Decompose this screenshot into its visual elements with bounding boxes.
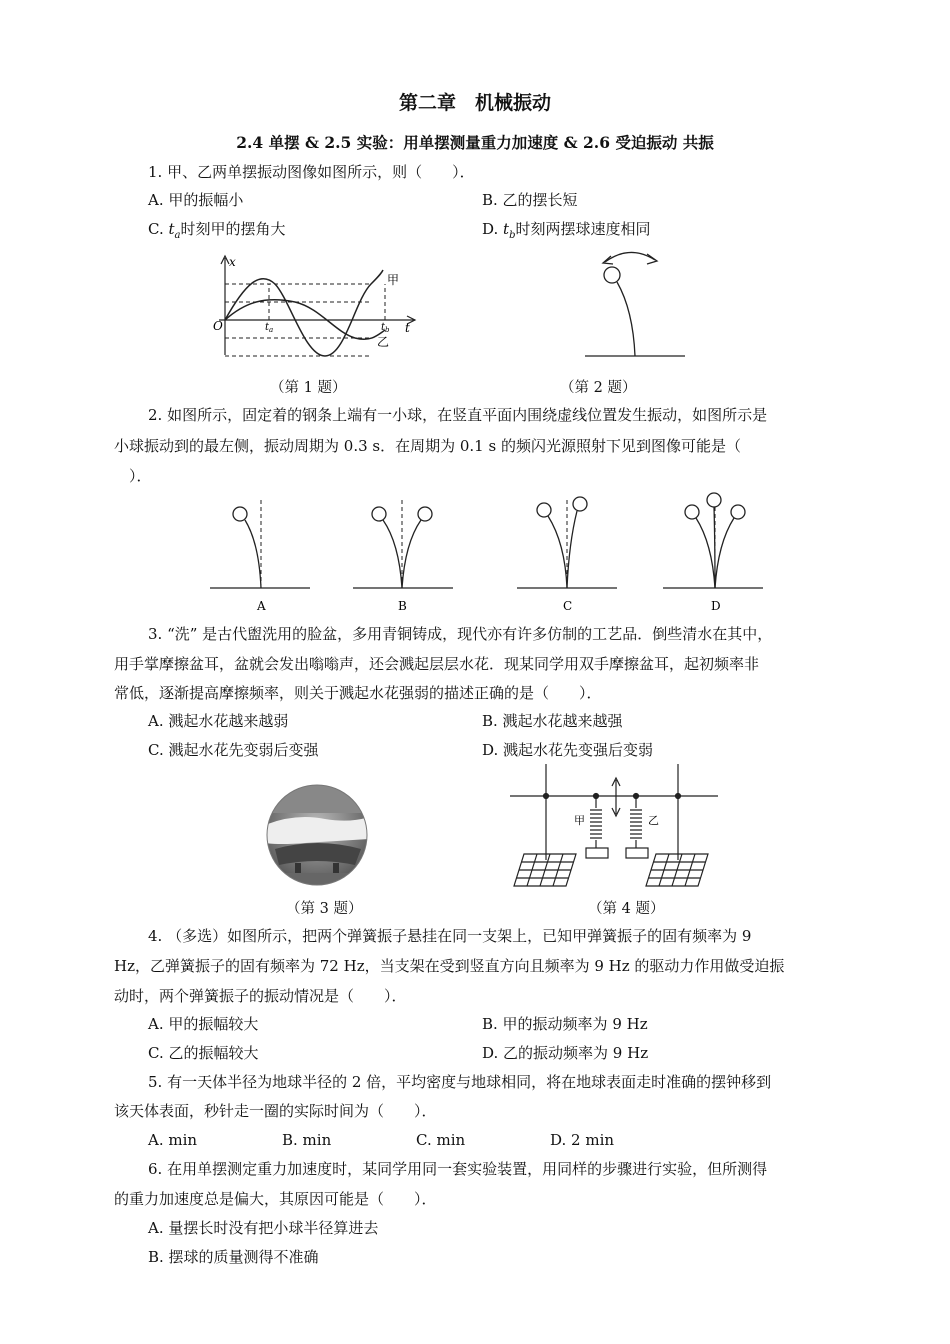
q1-caption: （第 1 题） [270, 380, 347, 396]
x-axis-label: t [405, 321, 410, 335]
curve-jia [225, 270, 383, 356]
left-base-grid [514, 854, 576, 886]
q4-option-d: D. 乙的振动频率为 9 Hz [482, 1044, 649, 1062]
option-c-label: C [563, 599, 573, 613]
q1-option-a: A. 甲的振幅小 [148, 191, 244, 209]
q1-option-b: B. 乙的摆长短 [482, 191, 578, 209]
q2-line2: 小球振动到的最左侧，振动周期为 0.3 s．在周期为 0.1 s 的频闪光源照射下见到图像可能是（ [114, 437, 741, 455]
q2-line1: 2. 如图所示，固定着的钢条上端有一小球，在竖直平面内围绕虚线位置发生振动，如图所示是 [148, 406, 768, 424]
q1-stem: 1. 甲、乙两单摆振动图像如图所示，则（ ）． [148, 163, 475, 181]
q4-line2: Hz，乙弹簧振子的固有频率为 72 Hz，当支架在受到竖直方向且频率为 9 Hz 的驱动力作用做受迫振 [114, 957, 785, 975]
q5-option-d: D. 2 min [550, 1131, 615, 1149]
q2-caption: （第 2 题） [560, 380, 637, 396]
q4-spring-figure [510, 760, 720, 890]
mass-jia [586, 848, 608, 858]
q3-caption: （第 3 题） [286, 901, 363, 917]
q5-line1: 5. 有一天体半径为地球半径的 2 倍，平均密度与地球相同，将在地球表面走时准确的摆钟移到 [148, 1073, 772, 1091]
series-jia-label: 甲 [387, 273, 400, 287]
q4-caption: （第 4 题） [588, 901, 665, 917]
q4-option-c: C. 乙的振幅较大 [148, 1044, 259, 1062]
mass-yi [626, 848, 648, 858]
option-d-label: D [711, 599, 721, 613]
q2-options-figure [205, 488, 765, 618]
q3-option-c: C. 溅起水花先变弱后变强 [148, 741, 319, 759]
chapter-title: 第二章 机械振动 [398, 92, 551, 114]
q2-line3: ）． [114, 467, 152, 485]
q3-photo-basin [265, 783, 369, 887]
option-b-figure [353, 500, 453, 588]
q3-option-d: D. 溅起水花先变强后变弱 [482, 741, 654, 759]
q1-vibration-graph [205, 250, 425, 360]
spring-yi [630, 810, 642, 838]
spring-jia [590, 810, 602, 838]
section-title: 2.4 单摆 & 2.5 实验：用单摆测量重力加速度 & 2.6 受迫振动 共振 [236, 133, 714, 152]
q3-option-a: A. 溅起水花越来越弱 [148, 712, 289, 730]
q6-line1: 6. 在用单摆测定重力加速度时，某同学用同一套实验装置，用同样的步骤进行实验，但所测得 [148, 1160, 768, 1178]
q5-option-b: B. min [282, 1131, 332, 1149]
q6-option-a: A. 量摆长时没有把小球半径算进去 [148, 1219, 379, 1237]
spring-yi-label: 乙 [648, 814, 659, 827]
q4-option-b: B. 甲的振动频率为 9 Hz [482, 1015, 648, 1033]
origin-label: O [213, 319, 223, 333]
q6-option-b: B. 摆球的质量测得不准确 [148, 1248, 319, 1266]
steel-rod [617, 282, 635, 356]
tb-label: $t_b$ [381, 322, 390, 334]
option-a-label: A [257, 599, 266, 613]
q4-line3: 动时，两个弹簧振子的振动情况是（ ）． [114, 987, 407, 1005]
q5-option-a: A. min [148, 1131, 198, 1149]
arc-arrow-right [647, 254, 657, 264]
option-c-figure [517, 497, 617, 588]
option-d-figure [663, 493, 763, 588]
q3-line2: 用手掌摩擦盆耳，盆就会发出嗡嗡声，还会溅起层层水花．现某同学用双手摩擦盆耳，起初频率非 [114, 655, 760, 673]
series-yi-label: 乙 [377, 335, 390, 349]
right-base-grid [646, 854, 708, 886]
q3-option-b: B. 溅起水花越来越强 [482, 712, 623, 730]
option-b-label: B [398, 599, 407, 613]
q1-option-c: C. $t_a$时刻甲的摆角大 [148, 220, 286, 241]
spring-jia-label: 甲 [574, 814, 585, 827]
q1-option-d: D. $t_b$时刻两摆球速度相同 [482, 220, 651, 241]
q4-option-a: A. 甲的振幅较大 [148, 1015, 259, 1033]
q5-line2: 该天体表面，秒针走一圈的实际时间为（ ）． [114, 1102, 437, 1120]
q3-line3: 常低，逐渐提高摩擦频率，则关于溅起水花强弱的描述正确的是（ ）． [114, 684, 602, 702]
option-a-figure [210, 500, 310, 588]
q3-line1: 3. “洗” 是古代盥洗用的脸盆，多用青铜铸成，现代亦有许多仿制的工艺品．倒些清水在其中， [148, 625, 773, 643]
ball [604, 267, 620, 283]
y-axis-label: x [229, 255, 236, 269]
ta-label: $t_a$ [265, 322, 274, 334]
q5-option-c: C. min [416, 1131, 466, 1149]
q2-pendulum-figure [575, 240, 695, 360]
q4-line1: 4. （多选）如图所示，把两个弹簧振子悬挂在同一支架上，已知甲弹簧振子的固有频率为 9 [148, 927, 752, 945]
q6-line2: 的重力加速度总是偏大，其原因可能是（ ）． [114, 1190, 437, 1208]
